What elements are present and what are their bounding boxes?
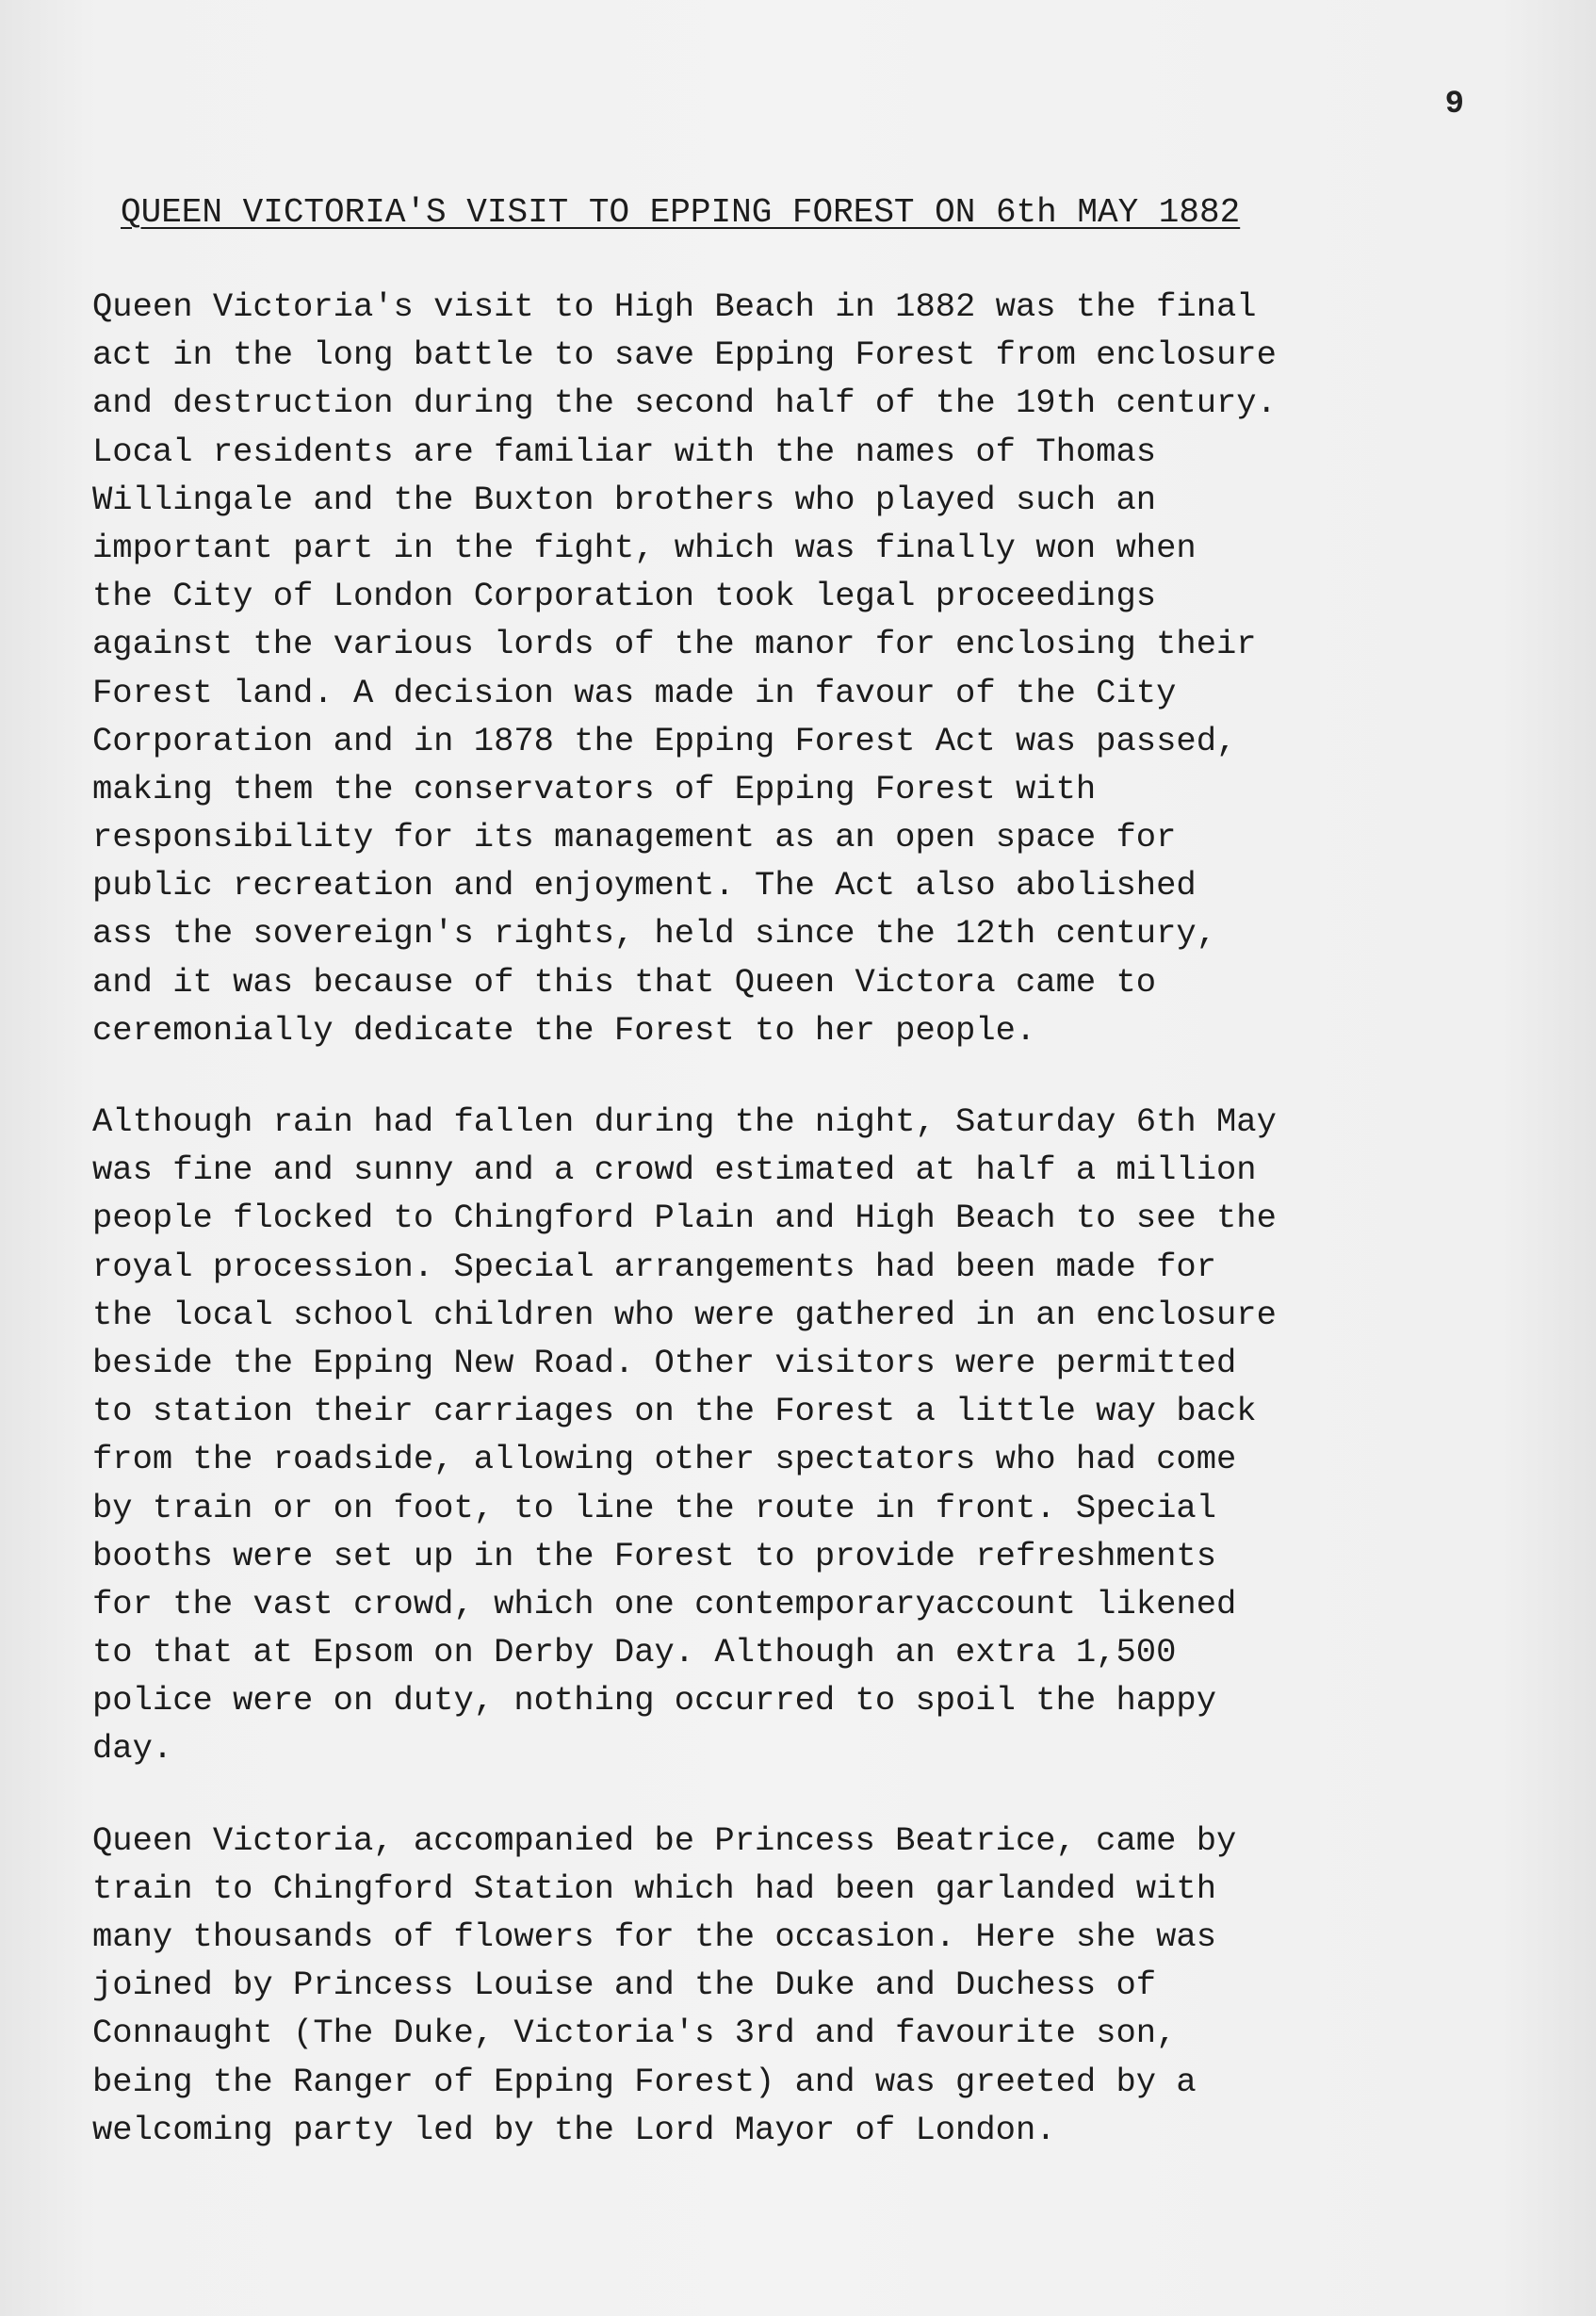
- paragraph-3: [92, 1817, 1506, 2154]
- text-line: being the Ranger of Epping Forest) and was greeted by a: [92, 2062, 1197, 2101]
- body-text: [92, 283, 1506, 2197]
- text-line: was fine and sunny and a crowd estimated at half a million: [92, 1150, 1257, 1190]
- text-line: Willingale and the Buxton brothers who played such an: [92, 480, 1157, 519]
- text-line: Forest land. A decision was made in favour of the City: [92, 673, 1177, 712]
- text-line: train to Chingford Station which had been garlanded with: [92, 1868, 1216, 1908]
- text-line: the local school children who were gathered in an enclosure: [92, 1295, 1277, 1334]
- page-title: QUEEN VICTORIA'S VISIT TO EPPING FOREST ON 6th MAY 1882: [121, 193, 1241, 232]
- page-number: 9: [1444, 87, 1464, 122]
- text-line: beside the Epping New Road. Other visitors were permitted: [92, 1343, 1237, 1382]
- text-line: police were on duty, nothing occurred to spoil the happy: [92, 1681, 1216, 1721]
- text-line: people flocked to Chingford Plain and High Beach to see the: [92, 1199, 1277, 1238]
- text-line: welcoming party led by the Lord Mayor of London.: [92, 2110, 1056, 2149]
- text-line: the City of London Corporation took legal proceedings: [92, 577, 1157, 616]
- text-line: act in the long battle to save Epping Forest from enclosure: [92, 335, 1277, 375]
- text-line: by train or on foot, to line the route in front. Special: [92, 1488, 1216, 1527]
- paragraph-2: [92, 1098, 1506, 1773]
- text-line: many thousands of flowers for the occasion. Here she was: [92, 1917, 1216, 1956]
- text-line: from the roadside, allowing other spectators who had come: [92, 1440, 1237, 1479]
- text-line: day.: [92, 1729, 173, 1769]
- text-line: Connaught (The Duke, Victoria's 3rd and favourite son,: [92, 2014, 1177, 2053]
- text-line: ass the sovereign's rights, held since the 12th century,: [92, 914, 1216, 954]
- text-line: booths were set up in the Forest to provide refreshments: [92, 1536, 1216, 1575]
- text-line: Local residents are familiar with the names of Thomas: [92, 432, 1157, 471]
- paragraph-1: [92, 283, 1506, 1054]
- text-line: ceremonially dedicate the Forest to her people.: [92, 1010, 1036, 1050]
- text-line: Queen Victoria's visit to High Beach in 1882 was the final: [92, 287, 1257, 326]
- text-line: important part in the fight, which was finally won when: [92, 528, 1197, 567]
- text-line: Queen Victoria, accompanied be Princess Beatrice, came by: [92, 1820, 1237, 1860]
- text-line: Corporation and in 1878 the Epping Forest Act was passed,: [92, 721, 1237, 760]
- text-line: for the vast crowd, which one contemporaryaccount likened: [92, 1584, 1237, 1623]
- text-line: responsibility for its management as an open space for: [92, 818, 1177, 857]
- text-line: and it was because of this that Queen Victora came to: [92, 962, 1157, 1002]
- text-line: royal procession. Special arrangements had been made for: [92, 1247, 1216, 1286]
- text-line: Although rain had fallen during the night, Saturday 6th May: [92, 1102, 1277, 1141]
- text-line: to station their carriages on the Forest a little way back: [92, 1392, 1257, 1431]
- text-line: against the various lords of the manor for enclosing their: [92, 625, 1257, 664]
- text-line: making them the conservators of Epping Forest with: [92, 769, 1097, 808]
- text-line: joined by Princess Louise and the Duke and Duchess of: [92, 1965, 1157, 2005]
- text-line: public recreation and enjoyment. The Act also abolished: [92, 866, 1197, 905]
- text-line: to that at Epsom on Derby Day. Although an extra 1,500: [92, 1633, 1177, 1672]
- text-line: and destruction during the second half of the 19th century.: [92, 383, 1277, 423]
